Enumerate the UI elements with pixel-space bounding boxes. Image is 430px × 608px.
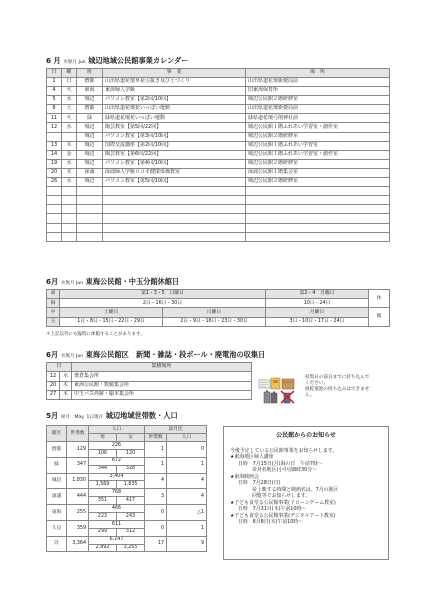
calendar-cell-group: 東海	[77, 87, 103, 96]
calendar-row	[47, 96, 390, 105]
calendar-cell-weekday: 火	[62, 87, 77, 96]
population-cell-prev-households: 1	[145, 457, 167, 473]
calendar-cell-group: 城辺	[77, 159, 103, 168]
calendar-cell-weekday	[62, 214, 77, 223]
population-table	[46, 425, 207, 552]
population-cell-male: 1,569	[89, 481, 117, 489]
population-cell-households: 129	[67, 442, 89, 458]
population-cell-households: 347	[67, 457, 89, 473]
calendar-cell-weekday: 水	[62, 123, 77, 132]
calendar-cell-place: 城辺公民館２階研修室	[246, 132, 390, 141]
calendar-cell-day: 8	[47, 105, 62, 114]
calendar-cell-event	[103, 223, 246, 232]
waste-side-note-line: ん。	[305, 392, 315, 398]
waste-header-date: 日	[47, 363, 72, 372]
population-cell-households: 3,364	[67, 536, 89, 552]
population-row	[47, 442, 207, 450]
population-cell-area: 城辺	[47, 473, 67, 489]
closed-r1-b: 第2・4 月曜日	[266, 290, 369, 299]
info-line: 帝対名地区(小中前8時30分～	[252, 467, 318, 474]
calendar-row	[47, 114, 390, 123]
population-cell-households: 359	[67, 520, 89, 536]
closed-r4-b: 2日・9日・16日・23日・30日	[163, 317, 266, 326]
calendar-cell-day: 12	[47, 123, 62, 132]
calendar-table	[46, 68, 390, 242]
calendar-cell-weekday	[62, 132, 77, 141]
waste-row-weekday: 木	[60, 381, 72, 390]
waste-header-place: 集積場所	[72, 363, 252, 372]
closed-row-4	[47, 317, 390, 326]
calendar-cell-event: 陶芸教室【第5回/22回】	[103, 123, 246, 132]
calendar-row	[47, 150, 390, 159]
population-cell-total: 768	[89, 489, 145, 497]
calendar-title-month: 6 月	[46, 56, 61, 65]
population-cell-female: 1,835	[117, 481, 145, 489]
population-row	[47, 536, 207, 544]
waste-row-day: 12	[47, 372, 60, 381]
population-cell-total: 226	[89, 442, 145, 450]
closed-title-sub: 水無月 Jun	[60, 281, 84, 286]
population-cell-area: 東海	[47, 505, 67, 521]
recycling-illustration	[258, 374, 302, 404]
population-header-male: 男	[89, 434, 117, 442]
calendar-title	[46, 57, 188, 65]
calendar-cell-day: 1	[47, 78, 62, 87]
calendar-cell-group: 僧都	[77, 105, 103, 114]
calendar-cell-place: 城辺公民館１階ふれあい学習室・創作室	[246, 150, 390, 159]
population-header-female: 女	[117, 434, 145, 442]
calendar-cell-day	[47, 132, 62, 141]
waste-side-note-line: 廃乾電池の持ち込みはできませ	[305, 386, 370, 392]
calendar-row	[47, 205, 390, 214]
calendar-header-event: 事 業	[103, 69, 246, 78]
calendar-cell-group: 城辺	[77, 150, 103, 159]
population-cell-households: 444	[67, 489, 89, 505]
population-cell-prev-households: 4	[145, 473, 167, 489]
calendar-cell-day	[47, 223, 62, 232]
closed-r3-a: 土曜日	[60, 308, 163, 317]
population-header-households: 世帯数	[67, 426, 89, 442]
calendar-cell-day: 4	[47, 87, 62, 96]
info-line: 今後予定している公民館事業をお知らせします。	[230, 448, 338, 454]
population-cell-female: 120	[117, 449, 145, 457]
population-cell-households: 1,830	[67, 473, 89, 489]
calendar-cell-group: 城辺	[77, 141, 103, 150]
calendar-cell-weekday: 木	[62, 141, 77, 150]
population-cell-total: 3,404	[89, 473, 145, 481]
calendar-row	[47, 223, 390, 232]
calendar-cell-day	[47, 214, 62, 223]
calendar-cell-place: 山出県道花壇新便局前	[246, 78, 390, 87]
population-title-month: 5月	[46, 411, 59, 420]
closed-r1-a: 第1・3・5 日曜日	[60, 290, 266, 299]
calendar-cell-group: 城辺	[77, 178, 103, 187]
calendar-cell-event	[103, 205, 246, 214]
population-cell-total: 611	[89, 520, 145, 528]
calendar-cell-group: 緑	[77, 114, 103, 123]
calendar-cell-weekday: 金	[62, 150, 77, 159]
calendar-cell-place	[246, 205, 390, 214]
info-line: ★東海地区婦人講座	[230, 454, 274, 461]
population-cell-area: 久良	[47, 520, 67, 536]
population-title-date: 1日現在	[86, 415, 104, 420]
population-cell-households: 255	[67, 505, 89, 521]
population-row	[47, 520, 207, 528]
calendar-cell-weekday: 土	[62, 105, 77, 114]
calendar-cell-event: 東海婦人学級	[103, 87, 246, 96]
calendar-row	[47, 123, 390, 132]
population-header-prev-households: 世帯数	[145, 434, 167, 442]
info-line: 回覧等でお知らせします。	[252, 493, 311, 500]
population-cell-prev-households: 0	[145, 505, 167, 521]
info-title: 公民館からのお知らせ	[276, 432, 336, 439]
closed-row-3	[47, 308, 390, 317]
population-cell-prev-people: 4	[167, 473, 207, 489]
calendar-cell-place	[246, 187, 390, 196]
calendar-row	[47, 141, 390, 150]
calendar-row	[47, 105, 390, 114]
population-title	[46, 412, 178, 420]
population-cell-male: 299	[89, 528, 117, 536]
population-cell-total: 6,147	[89, 536, 145, 544]
calendar-row	[47, 232, 390, 241]
population-cell-prev-people: △1	[167, 505, 207, 521]
info-line: 帝上映する時間と映画名は、7月の地区	[252, 486, 339, 493]
newspaper-icon	[259, 380, 270, 388]
calendar-title-main: 城辺地域公民館事業カレンダー	[88, 56, 189, 65]
calendar-cell-group	[77, 232, 103, 241]
population-cell-male: 106	[89, 449, 117, 457]
closed-right-1: 休	[369, 290, 390, 308]
info-line: ★東海映画会	[230, 473, 259, 480]
calendar-cell-event: 山出県道花壇草花引抜き及び土づくり	[103, 78, 246, 87]
closed-table	[46, 289, 390, 327]
waste-row-weekday: 木	[60, 390, 72, 399]
waste-title-sub: 水無月 Jun	[60, 354, 84, 359]
calendar-cell-group: 城辺	[77, 96, 103, 105]
calendar-cell-day	[47, 205, 62, 214]
population-cell-female: 328	[117, 465, 145, 473]
calendar-cell-group: 深浦	[77, 168, 103, 177]
population-header-prev: 前月比	[145, 426, 207, 434]
calendar-body	[47, 78, 390, 242]
waste-row-place: 東海公民館・数鏡集会所	[72, 381, 252, 390]
calendar-cell-place: 城辺公民館２階研修室	[246, 178, 390, 187]
calendar-cell-weekday: 水	[62, 178, 77, 187]
calendar-cell-place	[246, 214, 390, 223]
calendar-cell-place: 城辺公民館１階ふれあい学習室	[246, 141, 390, 150]
population-title-main: 城辺地域世帯数・人口	[105, 411, 178, 420]
calendar-cell-event	[103, 232, 246, 241]
population-header-prev-people: 人口	[167, 434, 207, 442]
calendar-cell-day: 26	[47, 178, 62, 187]
waste-row-day: 20	[47, 381, 60, 390]
calendar-cell-day: 11	[47, 114, 62, 123]
calendar-title-sub: 水無月 Jun	[63, 60, 86, 65]
calendar-cell-day: 13	[47, 141, 62, 150]
calendar-cell-place: 城辺公民館１階ふれあい学習室・創作室	[246, 123, 390, 132]
calendar-row	[47, 187, 390, 196]
calendar-header-weekday: 曜	[62, 69, 77, 78]
population-cell-male: 344	[89, 465, 117, 473]
population-row	[47, 505, 207, 513]
closed-row-2	[47, 299, 390, 308]
info-line: 日時 7月15日(月)海の日 午前7時～	[238, 460, 323, 467]
calendar-cell-group	[77, 223, 103, 232]
calendar-cell-group: 僧都	[77, 78, 103, 87]
calendar-row	[47, 214, 390, 223]
calendar-cell-event: 深浦婦人学級ロコモ健康体操教室	[103, 168, 246, 177]
population-cell-prev-households: 1	[145, 442, 167, 458]
calendar-cell-day: 19	[47, 159, 62, 168]
population-cell-prev-households: 17	[145, 536, 167, 552]
calendar-cell-group	[77, 205, 103, 214]
calendar-cell-day	[47, 187, 62, 196]
calendar-cell-weekday	[62, 223, 77, 232]
population-header-area: 館区	[47, 426, 67, 442]
magazine-icon	[271, 378, 280, 389]
info-line: 日時 8月8日(木)午前10時～	[238, 519, 304, 526]
population-cell-prev-people: 4	[167, 489, 207, 505]
closed-title-month: 6月	[46, 277, 59, 286]
waste-header-row	[47, 363, 390, 372]
waste-row-place: 中玉バス停跡・脇本集会所	[72, 390, 252, 399]
population-cell-prev-people: 1	[167, 457, 207, 473]
calendar-row	[47, 159, 390, 168]
calendar-row	[47, 132, 390, 141]
calendar-cell-event: 山出県道花壇花いっぱい運動	[103, 105, 246, 114]
calendar-cell-event: 陶芸教室【第6回/22回】	[103, 150, 246, 159]
calendar-cell-event: 国際交流講座【第2回/10回】	[103, 141, 246, 150]
calendar-header-row	[47, 69, 390, 78]
population-cell-area: 深浦	[47, 489, 67, 505]
calendar-cell-place: 城辺公民館２階研修室	[246, 96, 390, 105]
population-cell-female: 312	[117, 528, 145, 536]
info-body	[230, 448, 386, 526]
calendar-cell-place	[246, 232, 390, 241]
calendar-row	[47, 78, 390, 87]
calendar-header-group: 班	[77, 69, 103, 78]
calendar-cell-weekday	[62, 187, 77, 196]
waste-title-month: 6月	[46, 350, 59, 359]
info-line: 日時 7月31日(木)午前10時～	[238, 506, 307, 513]
info-line: ★子ども食堂る公民館事業(ドローンゲーム教室)	[230, 499, 336, 506]
calendar-cell-event: パソコン教室【第4回/10回】	[103, 159, 246, 168]
population-cell-male: 351	[89, 497, 117, 505]
calendar-cell-event: パソコン教室【第2回/10回】	[103, 96, 246, 105]
waste-side-note-line: 収集日の前日までに持ち込んで	[305, 375, 370, 380]
calendar-cell-event: 緑県道花壇花いっぱい運動	[103, 114, 246, 123]
calendar-cell-event: パソコン教室【第3回/10回】	[103, 132, 246, 141]
calendar-cell-weekday: 水	[62, 96, 77, 105]
waste-row-weekday: 水	[60, 372, 72, 381]
closed-note: ＊上記以外にも臨時に休館することがあります。	[46, 332, 145, 337]
population-cell-prev-households: 3	[145, 489, 167, 505]
population-row	[47, 473, 207, 481]
population-cell-male: 223	[89, 513, 117, 521]
population-row	[47, 489, 207, 497]
calendar-cell-day	[47, 232, 62, 241]
waste-row-place: 奥倉集会所	[72, 372, 252, 381]
population-row	[47, 457, 207, 465]
waste-title-main: 東海公民館区 新聞・雑誌・段ボール・廃電池の収集日	[85, 350, 266, 359]
calendar-row	[47, 178, 390, 187]
population-cell-male: 2,892	[89, 544, 117, 552]
population-cell-prev-people: 0	[167, 442, 207, 458]
closed-title-main: 東海公民館・中玉分館休館日	[85, 277, 180, 286]
closed-r2-a: 2日・16日・30日	[60, 299, 266, 308]
closed-label-4: 玉	[47, 317, 60, 326]
calendar-cell-day: 20	[47, 168, 62, 177]
closed-r3-c: 月曜日	[266, 308, 369, 317]
info-line: ★子ども食堂る公民館事業(デジタルアート教室)	[230, 512, 336, 519]
closed-row-1	[47, 290, 390, 299]
closed-r4-c: 3日・10日・17日・24日	[266, 317, 369, 326]
cardboard-box-icon	[282, 379, 294, 389]
calendar-row	[47, 196, 390, 205]
closed-right-2: 館	[369, 308, 390, 326]
population-cell-prev-people: 1	[167, 520, 207, 536]
closed-r4-a: 1日・8日・15日・22日・29日	[60, 317, 163, 326]
calendar-cell-day	[47, 196, 62, 205]
population-cell-total: 672	[89, 457, 145, 465]
calendar-cell-weekday	[62, 205, 77, 214]
population-cell-female: 3,255	[117, 544, 145, 552]
calendar-cell-place: 深浦公民館１階集会室	[246, 168, 390, 177]
calendar-cell-event	[103, 214, 246, 223]
calendar-row	[47, 168, 390, 177]
calendar-cell-day: 5	[47, 96, 62, 105]
waste-title	[46, 351, 265, 359]
calendar-cell-weekday	[62, 232, 77, 241]
closed-title	[46, 278, 179, 286]
battery-icon	[264, 391, 277, 404]
calendar-cell-weekday: 木	[62, 168, 77, 177]
calendar-header-place: 場 所	[246, 69, 390, 78]
population-cell-prev-households: 0	[145, 520, 167, 536]
calendar-cell-place: 山出県道花壇新便局前	[246, 105, 390, 114]
calendar-cell-group	[77, 214, 103, 223]
population-header-row	[47, 426, 207, 434]
calendar-cell-weekday: 日	[62, 78, 77, 87]
calendar-cell-place: 城辺公民館２階研修室	[246, 159, 390, 168]
info-box	[223, 426, 389, 560]
calendar-cell-place	[246, 196, 390, 205]
calendar-cell-day: 14	[47, 150, 62, 159]
dry-battery-prohibited-icon	[281, 391, 294, 403]
population-cell-area: 僧都	[47, 442, 67, 458]
calendar-header-day: 日	[47, 69, 62, 78]
calendar-cell-weekday: 水	[62, 159, 77, 168]
calendar-cell-place: 緑県道花壇弓削神社前	[246, 114, 390, 123]
waste-side-note	[305, 375, 369, 399]
population-cell-prev-people: 9	[167, 536, 207, 552]
closed-label-3: 中	[47, 308, 60, 317]
population-body	[47, 442, 207, 552]
calendar-cell-group: 城辺	[77, 132, 103, 141]
calendar-cell-group: 城辺	[77, 123, 103, 132]
population-cell-area: 緑	[47, 457, 67, 473]
calendar-cell-weekday	[62, 196, 77, 205]
calendar-cell-event: パソコン教室【第5回/10回】	[103, 178, 246, 187]
population-cell-female: 243	[117, 513, 145, 521]
closed-r2-b: 10日・24日	[266, 299, 369, 308]
population-cell-female: 417	[117, 497, 145, 505]
calendar-cell-group	[77, 196, 103, 205]
calendar-cell-weekday: 火	[62, 114, 77, 123]
waste-row-day: 27	[47, 390, 60, 399]
waste-side-note-line: ください。	[305, 380, 328, 386]
population-title-sub: 皐月 May	[60, 415, 84, 420]
calendar-cell-place: 旧東海保育所	[246, 87, 390, 96]
calendar-row	[47, 87, 390, 96]
calendar-cell-event	[103, 196, 246, 205]
calendar-cell-place	[246, 223, 390, 232]
info-line: 日時 7月28日(日)	[238, 480, 281, 487]
calendar-cell-group	[77, 187, 103, 196]
population-cell-total: 466	[89, 505, 145, 513]
population-cell-area: 計	[47, 536, 67, 552]
calendar-cell-event	[103, 187, 246, 196]
closed-r3-b: 日曜日	[163, 308, 266, 317]
closed-label-1: 東	[47, 290, 60, 299]
population-header-people: 人口	[89, 426, 145, 434]
closed-label-2: 海	[47, 299, 60, 308]
